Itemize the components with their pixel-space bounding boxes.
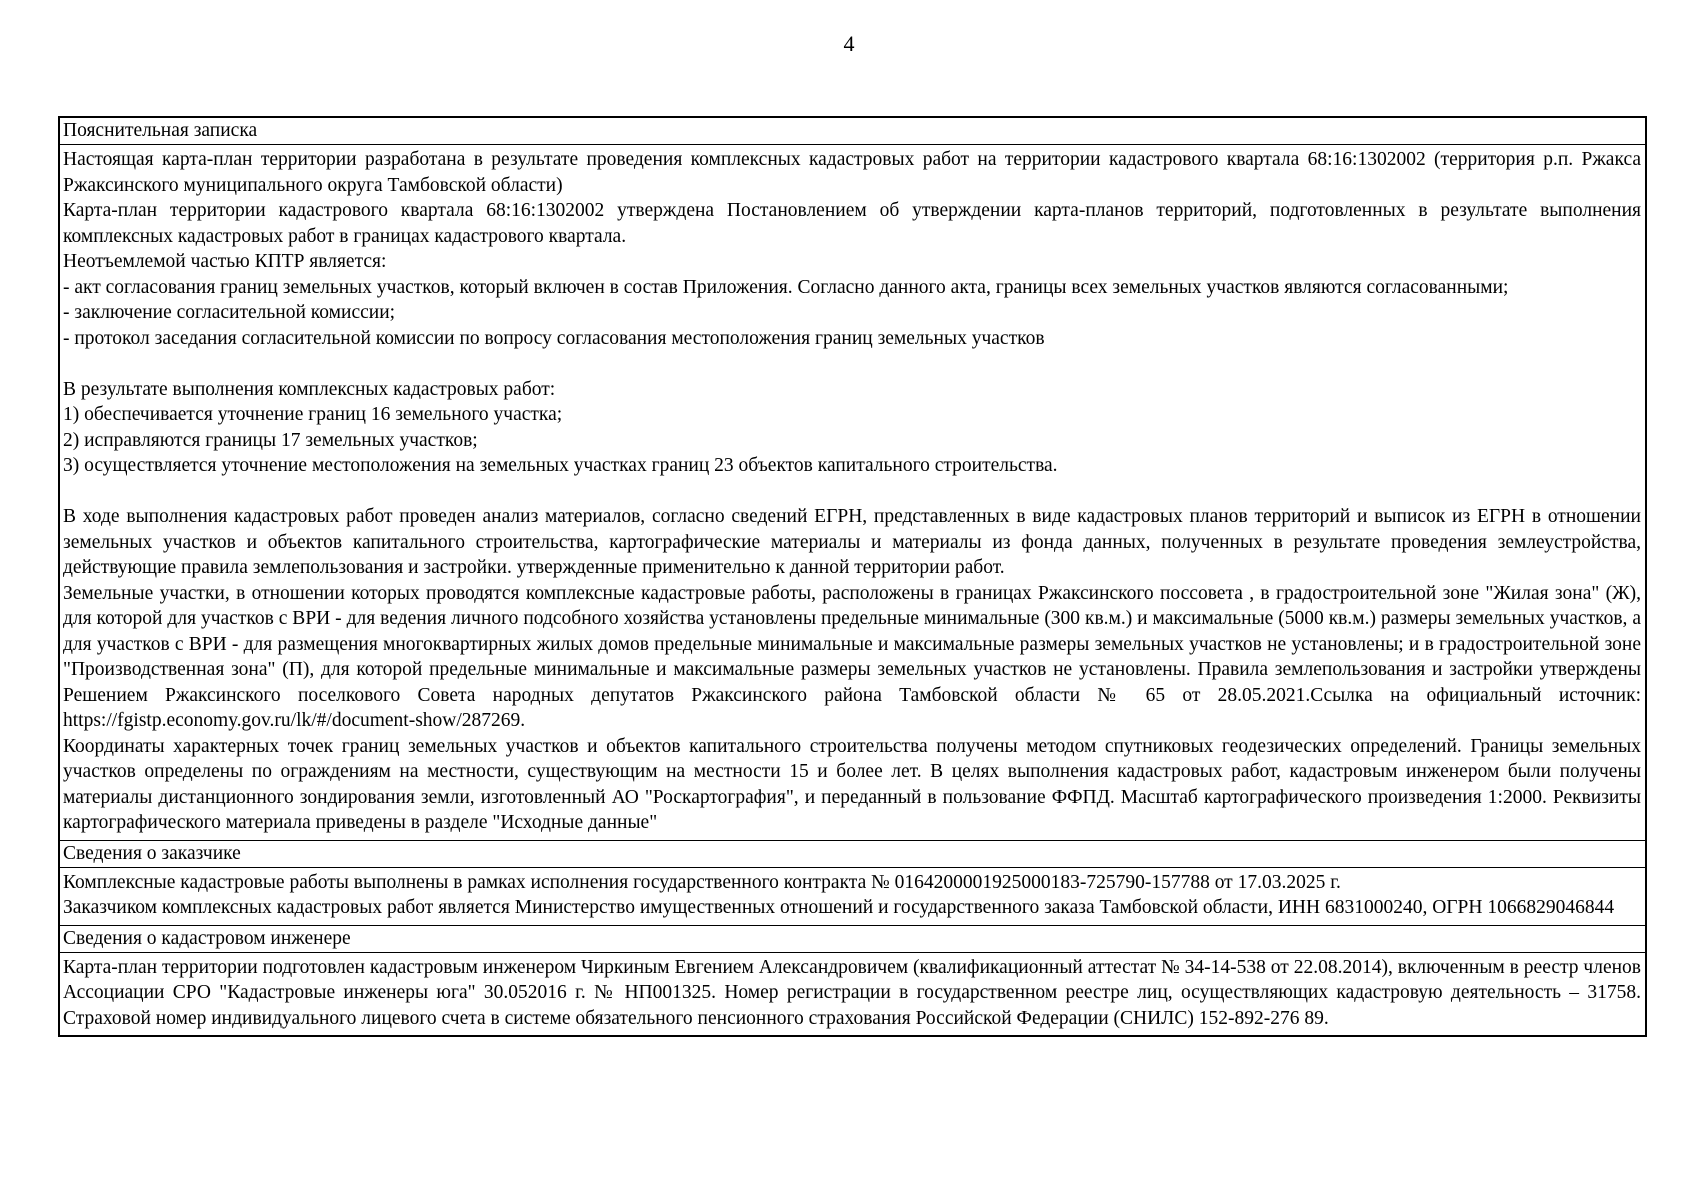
results-item: 1) обеспечивается уточнение границ 16 земельного участка; (63, 404, 563, 425)
note-paragraph: Настоящая карта-план территории разработана в результате проведения комплексных кадастровых работ на территории кадастрового квартала 68:16:1302002 (территория р.п. Ржакса Ржаксинского муниципального округа Тамбовской области) (63, 149, 1641, 196)
results-intro: В результате выполнения комплексных кадастровых работ: (63, 378, 556, 400)
customer-paragraph: Заказчиком комплексных кадастровых работ является Министерство имущественных отношений и государственного заказа Тамбовской области, ИНН 6831000240, ОГРН 1066829046844 (63, 897, 1615, 918)
explanatory-note-heading: Пояснительная записка (63, 120, 258, 141)
results-item: 2) исправляются границы 17 земельных участков; (63, 429, 478, 451)
page-number: 4 (843, 31, 855, 56)
customer-paragraph: Комплексные кадастровые работы выполнены в рамках исполнения государственного контракта № 0164200001925000183-725790-157788 от 17.03.2025 г. (63, 871, 1341, 893)
engineer-paragraph: Карта-план территории подготовлен кадастровым инженером Чиркиным Евгением Александровичем (квалификационный аттестат № 34-14-538 от 22.08.2014), включенным в реестр членов Ассоциации СРО "Кадастровые инженеры юга" 30.052016 г. № НП001325. Номер регистрации в государственном реестре лиц, осуществляющих кадастровую деятельность – 31758. Страховой номер индивидуального лицевого счета в системе обязательного пенсионного страхования Российской Федерации (СНИЛС) 152-892-276 89. (63, 956, 1641, 1029)
note-list-item: - протокол заседания согласительной комиссии по вопросу согласования местоположения границ земельных участков (63, 327, 1045, 349)
customer-heading: Сведения о заказчике (63, 842, 241, 864)
engineer-body (60, 952, 1645, 1036)
note-paragraph: Неотъемлемой частью КПТР является: (63, 251, 387, 272)
note-list-item: - акт согласования границ земельных участков, который включен в состав Приложения. Согласно данного акта, границы всех земельных участков являются согласованными; (63, 276, 1509, 298)
blank-line (63, 351, 1641, 377)
explanatory-note-table (58, 116, 1647, 1037)
results-item: 3) осуществляется уточнение местоположения на земельных участках границ 23 объектов капитального строительства. (63, 455, 1058, 476)
blank-line (63, 479, 1641, 505)
note-paragraph: Координаты характерных точек границ земельных участков и объектов капитального строительства получены методом спутниковых геодезических определений. Границы земельных участков определены по ограждениям на местности, существующим на местности 15 и более лет. В целях выполнения кадастровых работ, кадастровым инженером были получены материалы дистанционного зондирования земли, изготовленный АО "Роскартография", и переданный в пользование ФФПД. Масштаб картографического произведения 1:2000. Реквизиты картографического материала приведены в разделе "Исходные данные" (63, 735, 1641, 833)
explanatory-note-body (60, 144, 1645, 840)
note-paragraph: Карта-план территории кадастрового квартала 68:16:1302002 утверждена Постановлением об утверждении карта-планов территорий, подготовленных в результате выполнения комплексных кадастровых работ в границах кадастрового квартала. (63, 200, 1641, 247)
note-paragraph: Земельные участки, в отношении которых проводятся комплексные кадастровые работы, расположены в границах Ржаксинского поссовета , в градостроительной зоне "Жилая зона" (Ж), для которой для участков с ВРИ - для ведения личного подсобного хозяйства установлены предельные минимальные (300 кв.м.) и максимальные (5000 кв.м.) размеры земельных участков, а для участков с ВРИ - для размещения многоквартирных жилых домов предельные минимальные и максимальные размеры земельных участков не установлены; и в градостроительной зоне "Производственная зона" (П), для которой предельные минимальные и максимальные размеры земельных участков не установлены. Правила землепользования и застройки утверждены Решением Ржаксинского поселкового Совета народных депутатов Ржаксинского района Тамбовской области № 65 от 28.05.2021.Ссылка на официальный источник: https://fgistp.economy.gov.ru/lk/#/document-show/287269. (63, 582, 1641, 731)
note-list-item: - заключение согласительной комиссии; (63, 302, 396, 323)
note-paragraph: В ходе выполнения кадастровых работ проведен анализ материалов, согласно сведений ЕГРН, представленных в виде кадастровых планов территорий и выписок из ЕГРН в отношении земельных участков и объектов капитального строительства, картографические материалы и материалы из фонда данных, полученных в результате проведения землеустройства, действующие правила землепользования и застройки. утвержденные применительно к данной территории работ. (63, 506, 1641, 578)
customer-body (60, 867, 1645, 925)
engineer-heading: Сведения о кадастровом инженере (63, 927, 351, 949)
